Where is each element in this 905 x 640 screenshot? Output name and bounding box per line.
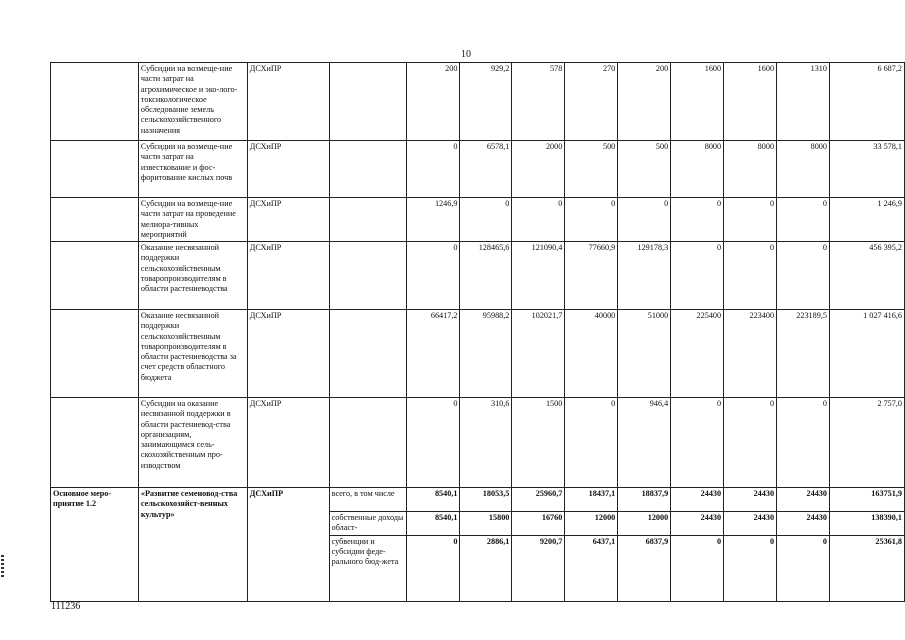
value-cell: 102021,7 (512, 310, 565, 398)
value-cell: 24430 (671, 488, 724, 512)
value-cell: 310,6 (460, 398, 512, 488)
event-label-cell (51, 63, 139, 141)
value-cell: 578 (512, 63, 565, 141)
value-cell: 121090,4 (512, 242, 565, 310)
value-cell: 0 (406, 398, 460, 488)
table-row (51, 141, 905, 198)
value-cell: 18437,1 (565, 488, 618, 512)
funding-source-cell: всего, в том числе (329, 488, 406, 512)
value-cell: 1 027 416,6 (829, 310, 904, 398)
value-cell: 0 (777, 242, 830, 310)
source-cell (329, 310, 406, 398)
value-cell: 200 (618, 63, 671, 141)
source-cell (329, 398, 406, 488)
value-cell: 2886,1 (460, 535, 512, 601)
value-cell: 1600 (671, 63, 724, 141)
source-cell (329, 63, 406, 141)
executor-cell: ДСХиПР (247, 198, 329, 242)
subsidy-name-cell: Субсидии на возмеще-ние части затрат на известкование и фос-форитование кислых почв (138, 141, 247, 198)
value-cell: 0 (406, 141, 460, 198)
main-event-name: «Развитие семеновод-ства сельскохозяйст-венных культур» (138, 488, 247, 602)
value-cell: 200 (406, 63, 460, 141)
margin-marks (1, 555, 4, 593)
value-cell: 15800 (460, 512, 512, 536)
funding-source-cell: субвенции и субсидии феде-рального бюд-жета (329, 535, 406, 601)
subsidy-name-cell: Оказание несвязанной поддержки сельскохозяйственным товаропроизводителям в области растениеводства (138, 242, 247, 310)
value-cell: 946,4 (618, 398, 671, 488)
value-cell: 223400 (724, 310, 777, 398)
main-event-label: Основное меро-приятие 1.2 (51, 488, 139, 602)
value-cell: 8000 (671, 141, 724, 198)
event-label-cell (51, 242, 139, 310)
value-cell: 270 (565, 63, 618, 141)
value-cell: 0 (777, 398, 830, 488)
subsidy-name-cell: Субсидии на оказание несвязанной поддержки в области растениевод-ства организациям, занимающимся сель-скохозяйственным про-изводством (138, 398, 247, 488)
value-cell: 6437,1 (565, 535, 618, 601)
executor-cell: ДСХиПР (247, 242, 329, 310)
value-cell: 0 (777, 535, 830, 601)
value-cell: 2000 (512, 141, 565, 198)
value-cell: 12000 (565, 512, 618, 536)
table-row (51, 310, 905, 398)
value-cell: 929,2 (460, 63, 512, 141)
table-row (51, 63, 905, 141)
value-cell: 12000 (618, 512, 671, 536)
event-label-cell (51, 141, 139, 198)
main-event-row (51, 488, 905, 512)
value-cell: 77660,9 (565, 242, 618, 310)
value-cell: 500 (618, 141, 671, 198)
value-cell: 0 (724, 535, 777, 601)
table-row (51, 242, 905, 310)
value-cell: 95988,2 (460, 310, 512, 398)
table-row (51, 398, 905, 488)
value-cell: 24430 (777, 512, 830, 536)
value-cell: 1 246,9 (829, 198, 904, 242)
value-cell: 18053,5 (460, 488, 512, 512)
value-cell: 8000 (724, 141, 777, 198)
value-cell: 8540,1 (406, 512, 460, 536)
value-cell: 8000 (777, 141, 830, 198)
value-cell: 0 (406, 535, 460, 601)
value-cell: 24430 (777, 488, 830, 512)
value-cell: 0 (671, 198, 724, 242)
value-cell: 0 (618, 198, 671, 242)
value-cell: 0 (565, 398, 618, 488)
budget-table (50, 62, 905, 602)
value-cell: 0 (724, 198, 777, 242)
value-cell: 16760 (512, 512, 565, 536)
value-cell: 0 (671, 535, 724, 601)
value-cell: 138390,1 (829, 512, 904, 536)
value-cell: 1600 (724, 63, 777, 141)
source-cell (329, 198, 406, 242)
source-cell (329, 141, 406, 198)
value-cell: 24430 (724, 512, 777, 536)
page-number: 10 (461, 49, 471, 60)
value-cell: 0 (724, 398, 777, 488)
value-cell: 25960,7 (512, 488, 565, 512)
value-cell: 6578,1 (460, 141, 512, 198)
value-cell: 0 (724, 242, 777, 310)
value-cell: 500 (565, 141, 618, 198)
table-row (51, 198, 905, 242)
value-cell: 6 687,2 (829, 63, 904, 141)
value-cell: 6837,9 (618, 535, 671, 601)
value-cell: 163751,9 (829, 488, 904, 512)
value-cell: 0 (777, 198, 830, 242)
value-cell: 1310 (777, 63, 830, 141)
value-cell: 0 (671, 398, 724, 488)
value-cell: 24430 (671, 512, 724, 536)
value-cell: 0 (460, 198, 512, 242)
value-cell: 66417,2 (406, 310, 460, 398)
value-cell: 223189,5 (777, 310, 830, 398)
subsidy-name-cell: Оказание несвязанной поддержки сельскохозяйственным товаропроизводителям в области растениеводства за счет средств областного бюджета (138, 310, 247, 398)
value-cell: 129178,3 (618, 242, 671, 310)
value-cell: 128465,6 (460, 242, 512, 310)
source-cell (329, 242, 406, 310)
value-cell: 0 (512, 198, 565, 242)
executor-cell: ДСХиПР (247, 141, 329, 198)
document-code: 111236 (51, 601, 81, 612)
value-cell: 0 (565, 198, 618, 242)
value-cell: 24430 (724, 488, 777, 512)
value-cell: 1500 (512, 398, 565, 488)
table-body (51, 63, 905, 602)
executor-cell: ДСХиПР (247, 310, 329, 398)
subsidy-name-cell: Субсидии на возмеще-ние части затрат на агрохимическое и эко-лого-токсикологическое обследование земель сельскохозяйственного назначения (138, 63, 247, 141)
value-cell: 33 578,1 (829, 141, 904, 198)
value-cell: 8540,1 (406, 488, 460, 512)
value-cell: 51000 (618, 310, 671, 398)
event-label-cell (51, 310, 139, 398)
value-cell: 40000 (565, 310, 618, 398)
main-event-executor: ДСХиПР (247, 488, 329, 602)
value-cell: 1246,9 (406, 198, 460, 242)
value-cell: 9200,7 (512, 535, 565, 601)
event-label-cell (51, 398, 139, 488)
value-cell: 0 (671, 242, 724, 310)
funding-source-cell: собственные доходы област- (329, 512, 406, 536)
value-cell: 2 757,0 (829, 398, 904, 488)
value-cell: 25361,8 (829, 535, 904, 601)
subsidy-name-cell: Субсидии на возмеще-ние части затрат на проведение мелиора-тивных мероприятий (138, 198, 247, 242)
executor-cell: ДСХиПР (247, 63, 329, 141)
value-cell: 456 395,2 (829, 242, 904, 310)
event-label-cell (51, 198, 139, 242)
value-cell: 225400 (671, 310, 724, 398)
value-cell: 0 (406, 242, 460, 310)
executor-cell: ДСХиПР (247, 398, 329, 488)
value-cell: 18837,9 (618, 488, 671, 512)
